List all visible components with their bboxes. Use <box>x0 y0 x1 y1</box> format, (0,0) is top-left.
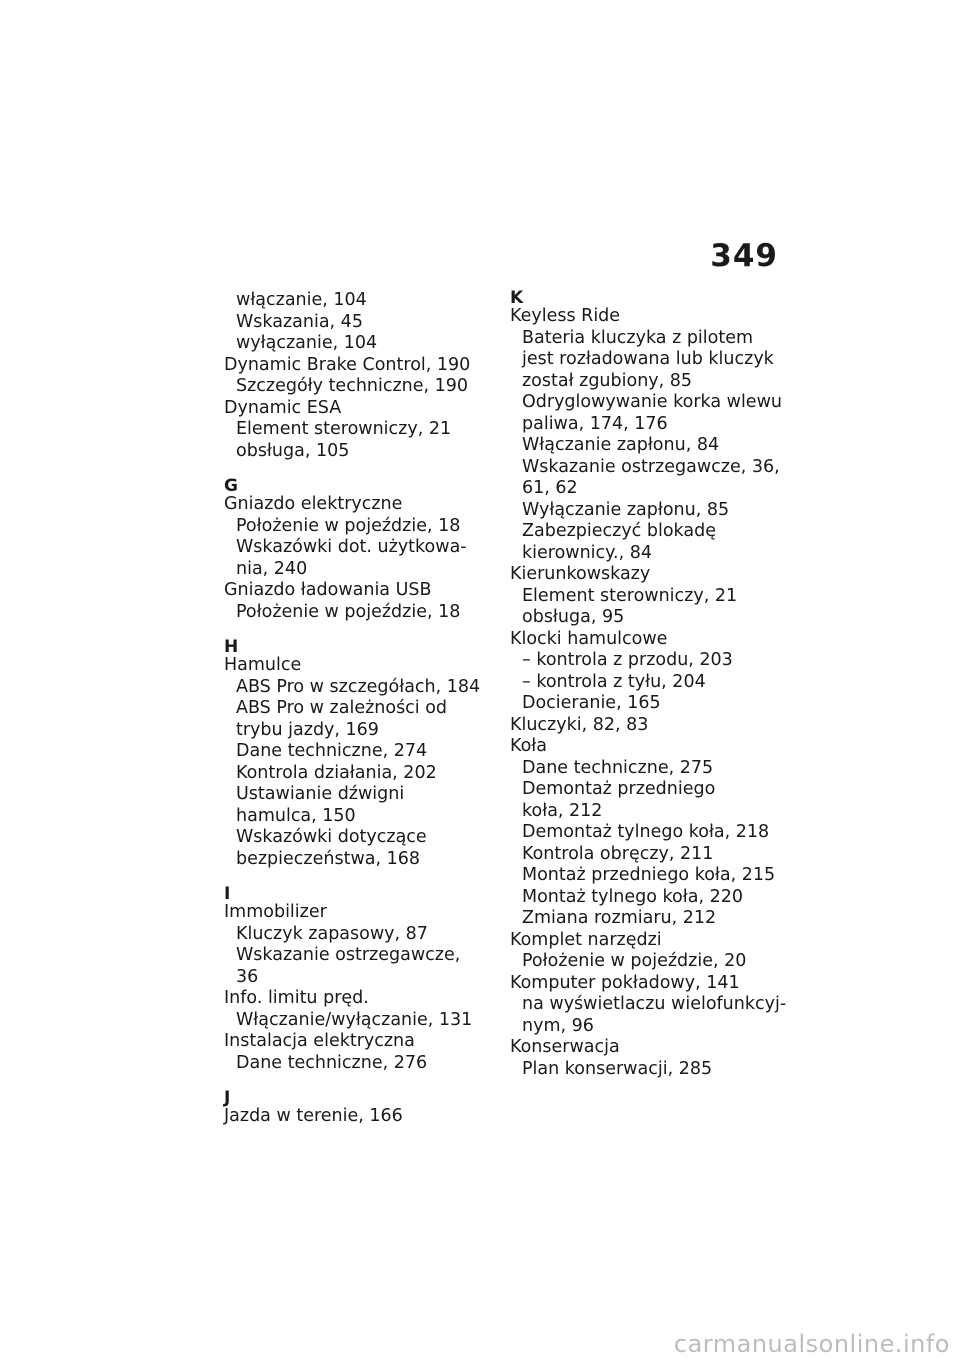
index-subentry: Ustawianie dźwigni <box>236 784 405 804</box>
index-subentry: nia, 240 <box>236 558 308 579</box>
index-entry: Keyless Ride <box>510 306 621 326</box>
index-subentry: Odryglowywanie korka wlewu <box>522 392 782 412</box>
watermark[interactable]: carmanualsonline.info <box>673 1330 950 1358</box>
index-subentry: Element sterowniczy, 21 <box>522 585 738 606</box>
index-subentry: kierownicy., 84 <box>522 542 652 563</box>
index-subentry: obsługa, 95 <box>522 607 625 627</box>
index-section-letter: G <box>224 476 238 496</box>
index-subentry: – kontrola z przodu, 203 <box>522 650 733 670</box>
index-subentry: ABS Pro w szczegółach, 184 <box>236 676 481 697</box>
index-subentry: Demontaż przedniego <box>522 779 716 799</box>
index-subentry: Włączanie zapłonu, 84 <box>522 435 720 455</box>
index-subentry: Montaż przedniego koła, 215 <box>522 865 776 885</box>
index-section-letter: J <box>224 1088 231 1108</box>
index-subentry: obsługa, 105 <box>236 440 350 461</box>
index-subentry: trybu jazdy, 169 <box>236 719 379 740</box>
index-subentry: Wskazanie ostrzegawcze, 36 <box>236 945 461 987</box>
index-subentry: Bateria kluczyka z pilotem <box>522 327 754 348</box>
index-subentry: hamulca, 150 <box>236 805 356 826</box>
page-number: 349 <box>710 238 778 274</box>
index-subentry: wyłączanie, 104 <box>236 333 378 353</box>
index-subentry: Dane techniczne, 274 <box>236 741 428 761</box>
index-subentry: Wskazanie ostrzegawcze, 36, <box>522 456 780 477</box>
index-subentry: paliwa, 174, 176 <box>522 413 668 434</box>
index-subentry: na wyświetlaczu wielofunkcyj- <box>522 994 787 1014</box>
index-subentry: Położenie w pojeździe, 18 <box>236 601 461 622</box>
index-entry: Konserwacja <box>510 1037 620 1057</box>
index-entry: Kluczyki, 82, 83 <box>510 714 649 735</box>
index-entry: Dynamic Brake Control, 190 <box>224 354 471 375</box>
index-subentry: Włączanie/wyłączanie, 131 <box>236 1009 473 1030</box>
index-entry: Gniazdo elektryczne <box>224 494 403 514</box>
index-subentry: Kluczyk zapasowy, 87 <box>236 923 428 944</box>
index-subentry: został zgubiony, 85 <box>522 370 693 391</box>
index-subentry: Położenie w pojeździe, 20 <box>522 951 747 971</box>
index-entry: Kierunkowskazy <box>510 564 651 584</box>
index-subentry: bezpieczeństwa, 168 <box>236 848 421 869</box>
index-entry: Gniazdo ładowania USB <box>224 580 432 600</box>
index-subentry: 61, 62 <box>522 478 578 498</box>
index-entry: Komplet narzędzi <box>510 929 662 950</box>
index-subentry: Szczegóły techniczne, 190 <box>236 376 469 396</box>
index-column-right <box>510 290 790 1080</box>
index-entry: Hamulce <box>224 655 302 675</box>
index-subentry: Demontaż tylnego koła, 218 <box>522 822 770 842</box>
index-entry: Instalacja elektryczna <box>224 1031 415 1051</box>
index-column-left <box>224 290 486 1128</box>
index-subentry: Kontrola obręczy, 211 <box>522 843 714 864</box>
index-subentry: jest rozładowana lub kluczyk <box>522 349 774 369</box>
index-entry: Dynamic ESA <box>224 397 342 418</box>
index-subentry: Wskazania, 45 <box>236 311 363 332</box>
index-subentry: Montaż tylnego koła, 220 <box>522 886 743 907</box>
index-subentry: Zmiana rozmiaru, 212 <box>522 908 717 928</box>
index-subentry: Położenie w pojeździe, 18 <box>236 515 461 536</box>
index-section-letter: I <box>224 884 231 904</box>
index-subentry: nym, 96 <box>522 1015 594 1036</box>
index-section-letter: K <box>510 288 524 308</box>
index-entry: Immobilizer <box>224 902 327 922</box>
index-entry: Komputer pokładowy, 141 <box>510 972 740 993</box>
index-entry: Jazda w terenie, 166 <box>224 1106 403 1126</box>
index-entry: Info. limitu pręd. <box>224 988 369 1008</box>
index-subentry: Zabezpieczyć blokadę <box>522 521 716 541</box>
index-subentry: Wskazówki dotyczące <box>236 827 427 847</box>
index-subentry: włączanie, 104 <box>236 290 367 310</box>
index-entry: Koła <box>510 736 548 756</box>
index-subentry: Dane techniczne, 276 <box>236 1052 428 1073</box>
index-subentry: – kontrola z tyłu, 204 <box>522 671 706 692</box>
index-section-letter: H <box>224 637 239 657</box>
index-subentry: ABS Pro w zależności od <box>236 698 448 718</box>
index-subentry: Element sterowniczy, 21 <box>236 419 452 439</box>
index-subentry: Kontrola działania, 202 <box>236 762 437 783</box>
index-entry: Klocki hamulcowe <box>510 628 668 649</box>
index-subentry: koła, 212 <box>522 800 603 821</box>
index-subentry: Docieranie, 165 <box>522 693 661 713</box>
index-subentry: Plan konserwacji, 285 <box>522 1058 713 1079</box>
index-subentry: Wyłączanie zapłonu, 85 <box>522 499 730 520</box>
index-subentry: Dane techniczne, 275 <box>522 757 714 778</box>
index-subentry: Wskazówki dot. użytkowa- <box>236 537 467 557</box>
